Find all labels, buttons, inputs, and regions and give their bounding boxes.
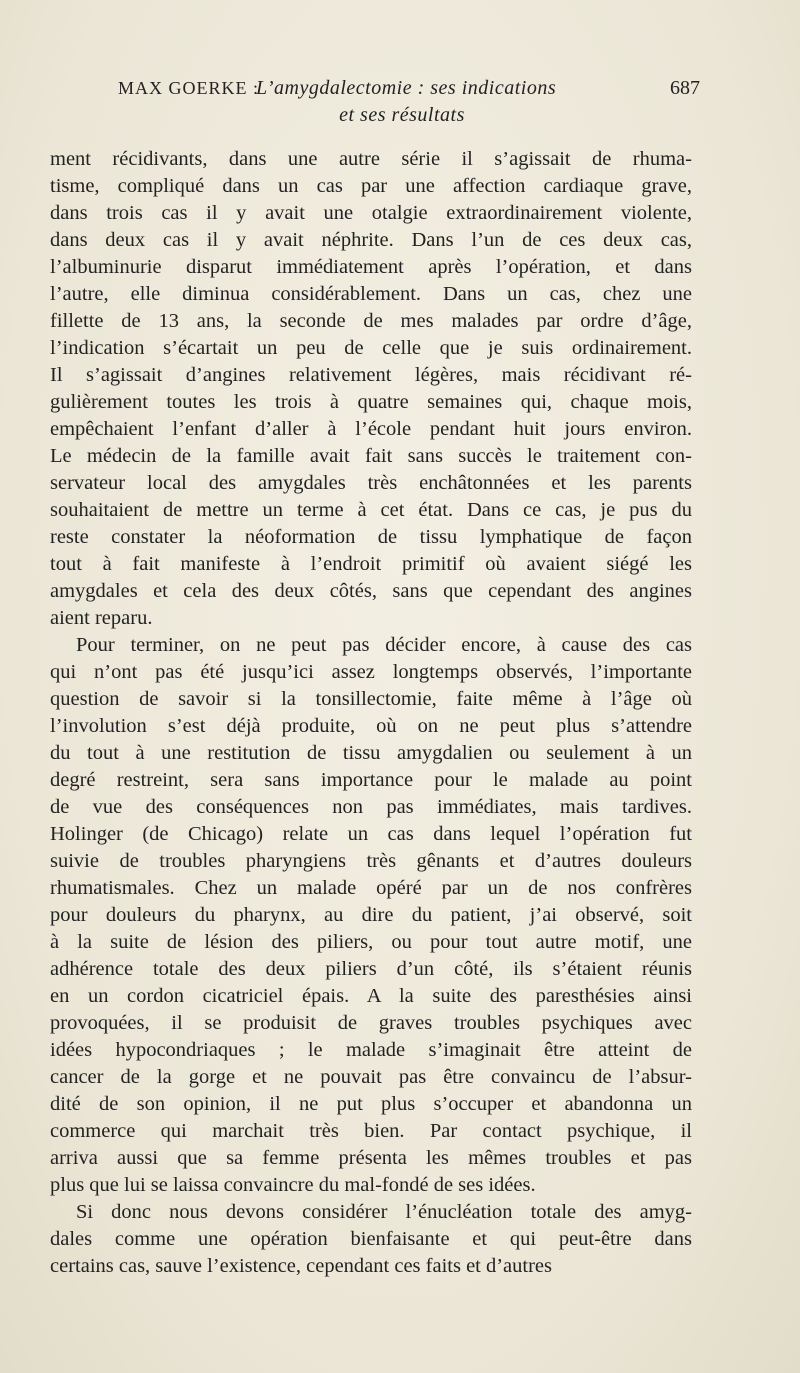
text-line: de vue des conséquences non pas immédiates, mais tardives. xyxy=(50,796,692,818)
text-line: tout à fait manifeste à l’endroit primitif où avaient siégé les xyxy=(50,553,692,575)
text-line: l’involution s’est déjà produite, où on ne peut plus s’attendre xyxy=(50,715,692,737)
text-line: reste constater la néoformation de tissu lymphatique de façon xyxy=(50,526,692,548)
text-line: du tout à une restitution de tissu amygdalien ou seulement à un xyxy=(50,742,692,764)
text-line: Holinger (de Chicago) relate un cas dans lequel l’opération fut xyxy=(50,823,692,845)
text-line: question de savoir si la tonsillectomie, faite même à l’âge où xyxy=(50,688,692,710)
text-line: l’indication s’écartait un peu de celle que je suis ordinairement. xyxy=(50,337,692,359)
running-header xyxy=(118,74,700,130)
text-line: qui n’ont pas été jusqu’ici assez longtemps observés, l’importante xyxy=(50,661,692,683)
text-line: souhaitaient de mettre un terme à cet état. Dans ce cas, je pus du xyxy=(50,499,692,521)
text-line: gulièrement toutes les trois à quatre semaines qui, chaque mois, xyxy=(50,391,692,413)
text-line: adhérence totale des deux piliers d’un côté, ils s’étaient réunis xyxy=(50,958,692,980)
text-line: ment récidivants, dans une autre série il s’agissait de rhuma- xyxy=(50,148,692,170)
text-line: Le médecin de la famille avait fait sans succès le traitement con- xyxy=(50,445,692,467)
header-author: MAX GOERKE : xyxy=(118,78,259,98)
text-line: Il s’agissait d’angines relativement légères, mais récidivant ré- xyxy=(50,364,692,386)
text-line: l’albuminurie disparut immédiatement après l’opération, et dans xyxy=(50,256,692,278)
text-line: empêchaient l’enfant d’aller à l’école pendant huit jours environ. xyxy=(50,418,692,440)
text-line: idées hypocondriaques ; le malade s’imaginait être atteint de xyxy=(50,1039,692,1061)
text-line: pour douleurs du pharynx, au dire du patient, j’ai observé, soit xyxy=(50,904,692,926)
text-line: arriva aussi que sa femme présenta les mêmes troubles et pas xyxy=(50,1147,692,1169)
text-line: certains cas, sauve l’existence, cependant ces faits et d’autres xyxy=(50,1255,553,1277)
text-line: provoquées, il se produisit de graves troubles psychiques avec xyxy=(50,1012,692,1034)
text-line: Pour terminer, on ne peut pas décider encore, à cause des cas xyxy=(76,634,692,656)
text-line: servateur local des amygdales très enchâtonnées et les parents xyxy=(50,472,692,494)
text-line: cancer de la gorge et ne pouvait pas être convaincu de l’absur- xyxy=(50,1066,692,1088)
text-line: fillette de 13 ans, la seconde de mes malades par ordre d’âge, xyxy=(50,310,692,332)
text-line: aient reparu. xyxy=(50,607,153,629)
text-line: plus que lui se laissa convaincre du mal-fondé de ses idées. xyxy=(50,1174,536,1196)
text-line: degré restreint, sera sans importance pour le malade au point xyxy=(50,769,692,791)
text-line: suivie de troubles pharyngiens très gênants et d’autres douleurs xyxy=(50,850,692,872)
text-line: amygdales et cela des deux côtés, sans que cependant des angines xyxy=(50,580,692,602)
header-line-1 xyxy=(118,74,700,102)
text-line: en un cordon cicatriciel épais. A la suite des paresthésies ainsi xyxy=(50,985,692,1007)
text-line: rhumatismales. Chez un malade opéré par un de nos confrères xyxy=(50,877,692,899)
text-line: dans deux cas il y avait néphrite. Dans l’un de ces deux cas, xyxy=(50,229,692,251)
text-line: commerce qui marchait très bien. Par contact psychique, il xyxy=(50,1120,692,1142)
text-line: dans trois cas il y avait une otalgie extraordinairement violente, xyxy=(50,202,692,224)
text-line: Si donc nous devons considérer l’énucléation totale des amyg- xyxy=(76,1201,692,1223)
body-text xyxy=(50,146,692,1280)
header-subtitle: et ses résultats xyxy=(339,104,465,126)
text-line: dales comme une opération bienfaisante et qui peut-être dans xyxy=(50,1228,692,1250)
text-line: tisme, compliqué dans un cas par une affection cardiaque grave, xyxy=(50,175,692,197)
text-line: l’autre, elle diminua considérablement. Dans un cas, chez une xyxy=(50,283,692,305)
header-title: L’amygdalectomie : ses indications xyxy=(256,77,557,99)
text-line: dité de son opinion, il ne put plus s’occuper et abandonna un xyxy=(50,1093,692,1115)
page-number: 687 xyxy=(670,77,700,99)
text-line: à la suite de lésion des piliers, ou pour tout autre motif, une xyxy=(50,931,692,953)
